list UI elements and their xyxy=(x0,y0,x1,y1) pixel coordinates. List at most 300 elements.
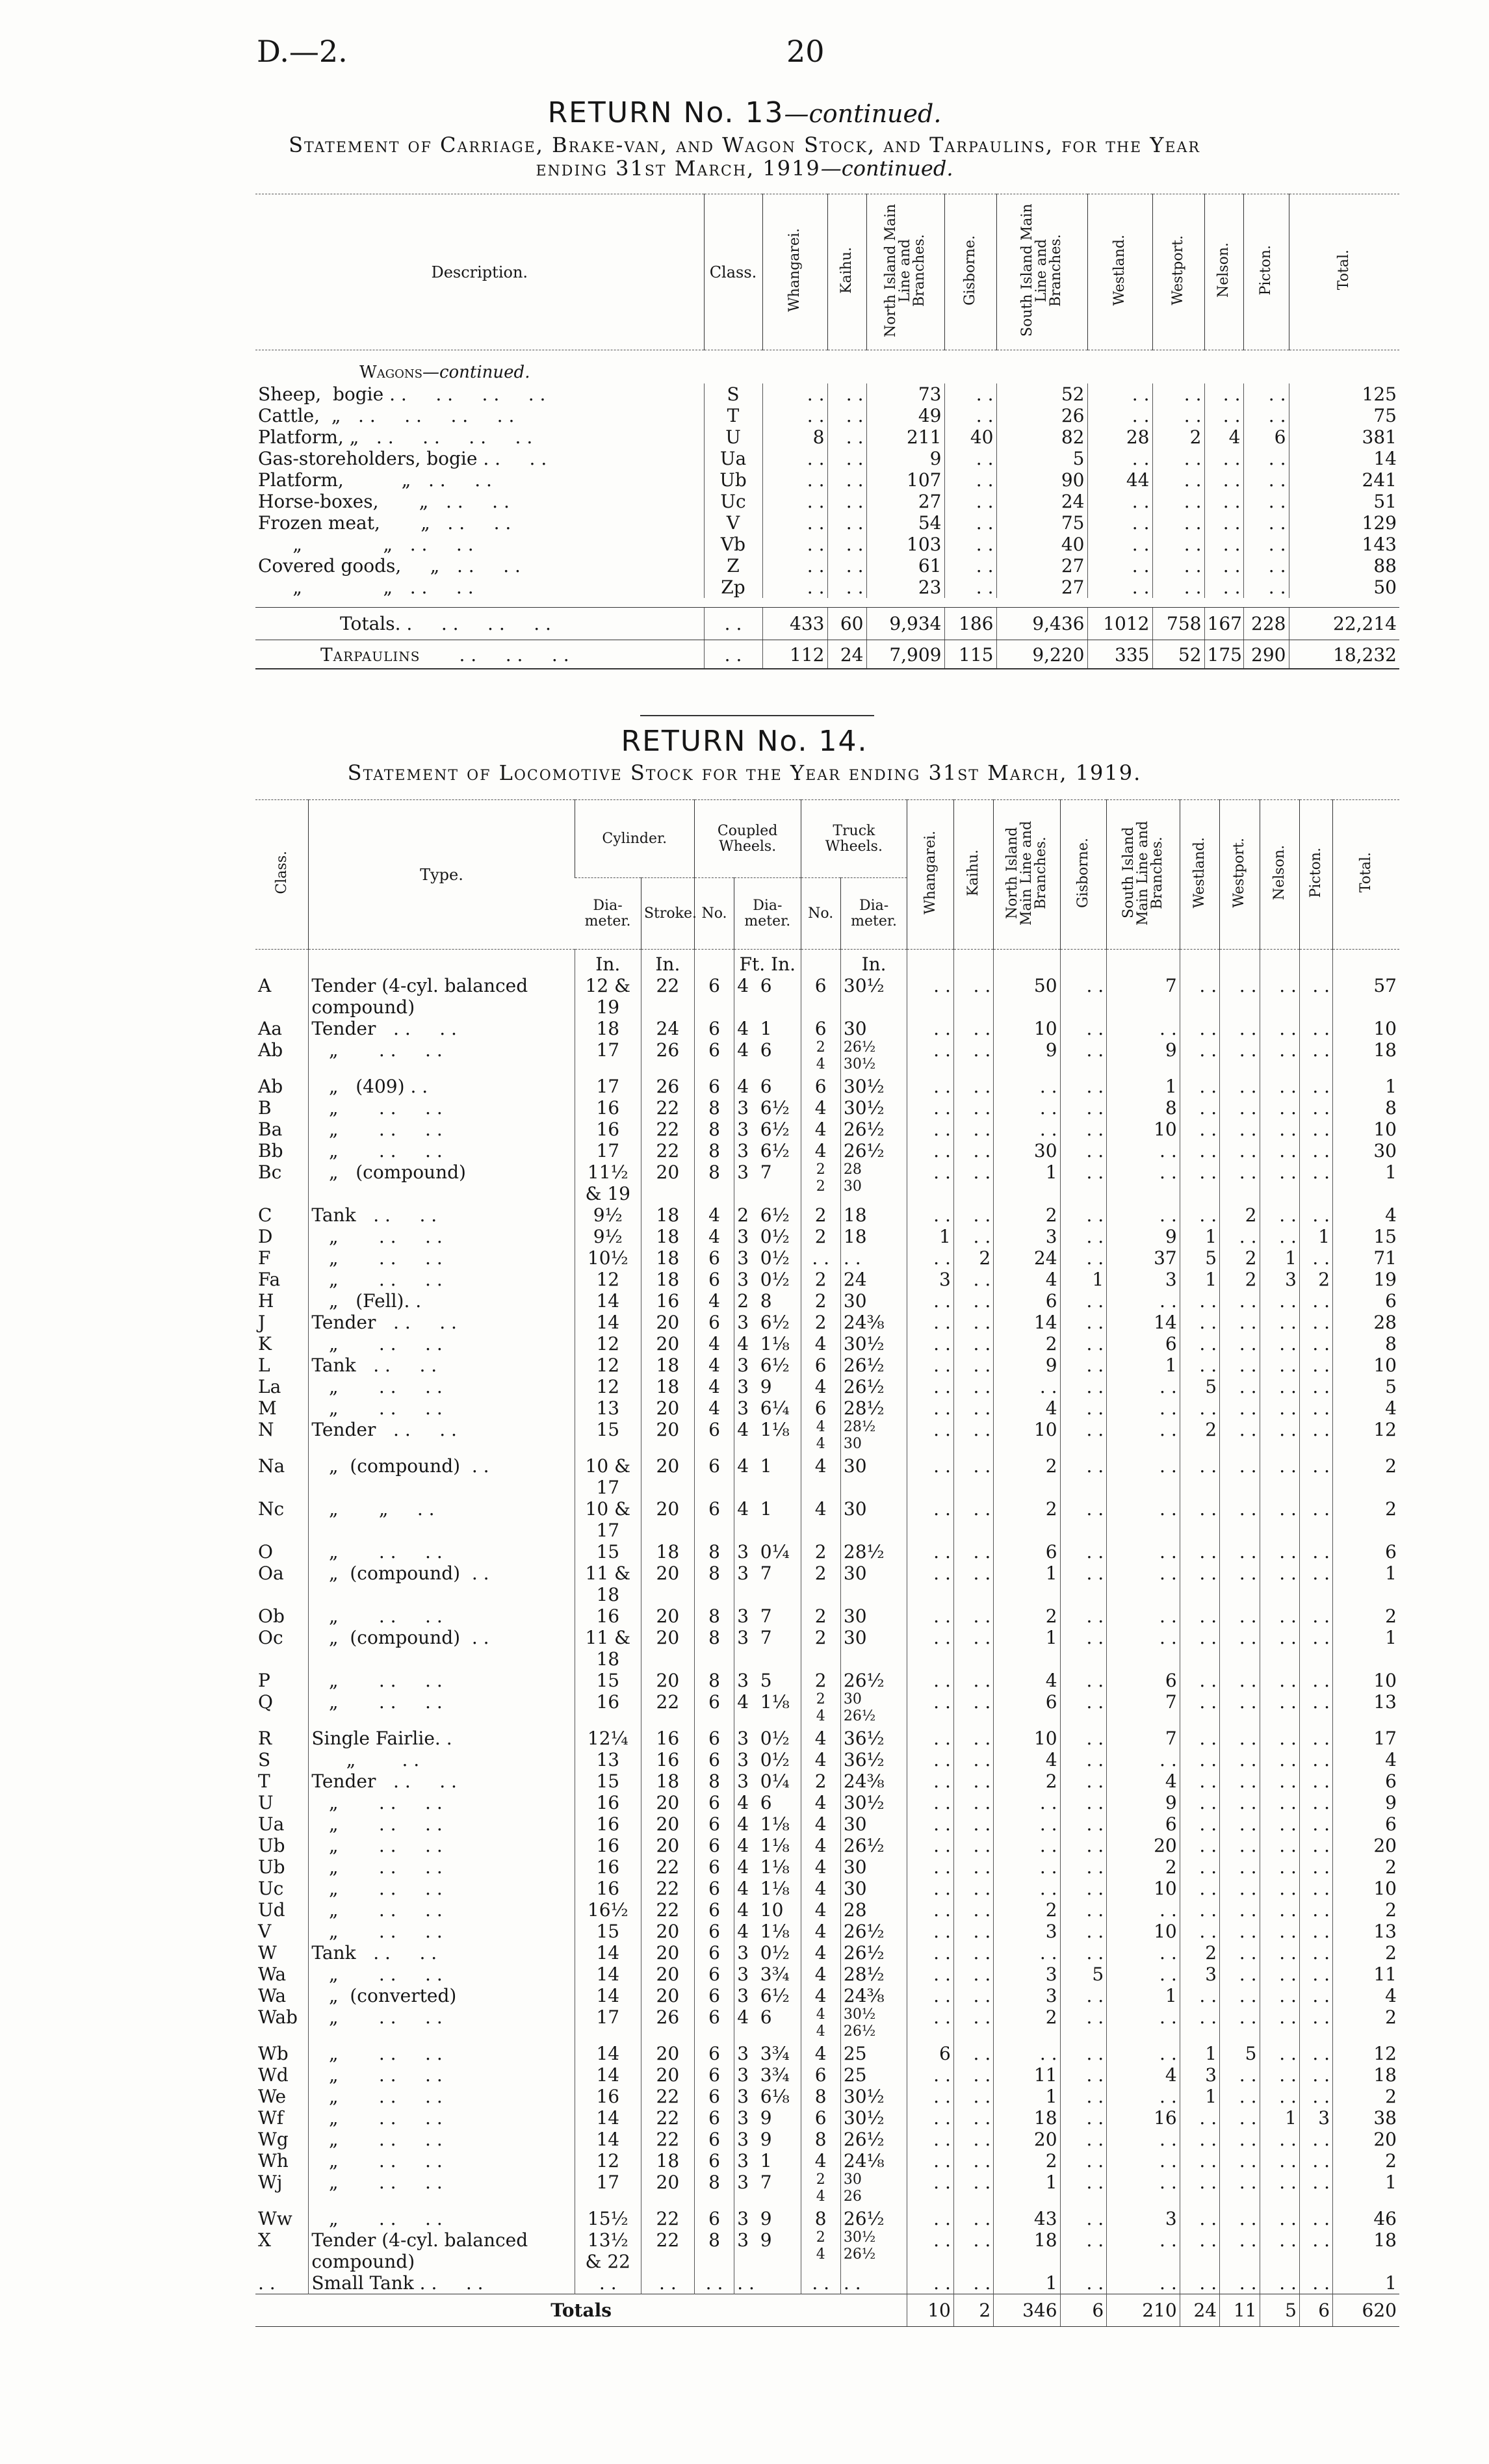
cell-value: . . xyxy=(1107,2272,1180,2294)
totals-row xyxy=(255,2294,1399,2327)
row-type: „ . . . . xyxy=(309,1813,575,1835)
cell-value: . . xyxy=(1180,1119,1219,1140)
truck-diameter: 28 xyxy=(840,1899,907,1921)
col-label: South Island Main Line and Branches. xyxy=(1019,203,1064,337)
row-description: Platform, „ . . . . xyxy=(258,469,492,491)
row-class: . . xyxy=(258,2272,276,2294)
coupled-diameter: 4 6 xyxy=(734,2006,801,2043)
cyl-diameter: 15 xyxy=(575,1541,641,1563)
cell-value: . . xyxy=(827,577,866,598)
col-truck-no: No. xyxy=(801,878,840,950)
row-type: „ . . . . xyxy=(309,1333,575,1355)
truck-no xyxy=(801,2006,840,2043)
cell-value: 11 xyxy=(1333,1964,1399,1985)
cell-value: . . xyxy=(1260,1964,1299,1985)
stacked-value: 2 xyxy=(816,1161,825,1178)
cyl-stroke: 26 xyxy=(641,1039,694,1076)
truck-diameter: 30 xyxy=(840,1563,907,1605)
coupled-diameter: 3 6½ xyxy=(734,1355,801,1376)
total-value: 6 xyxy=(1060,2294,1107,2327)
row-type: „ . . . . xyxy=(309,1605,575,1627)
cell-value: 12 xyxy=(1333,1419,1399,1455)
cell-value: 3 xyxy=(1299,2107,1332,2129)
cell-value: . . xyxy=(827,534,866,555)
cell-value: . . xyxy=(1299,1670,1332,1691)
cell-value: . . xyxy=(1260,1290,1299,1312)
table-row xyxy=(255,2172,1399,2208)
cyl-stroke: 20 xyxy=(641,1627,694,1670)
row-class: V xyxy=(704,512,762,534)
cell-value: 40 xyxy=(996,534,1087,555)
empty-cell xyxy=(1180,950,1219,976)
coupled-no: 8 xyxy=(694,1770,734,1792)
coupled-diameter: 3 0½ xyxy=(734,1269,801,1290)
cell-value: 4 xyxy=(1107,2064,1180,2086)
truck-diameter: 30 xyxy=(840,1878,907,1899)
table-row xyxy=(255,1397,1399,1419)
empty-cell xyxy=(1107,950,1180,976)
cell-value: 24 xyxy=(994,1247,1060,1269)
row-class: C xyxy=(258,1204,272,1226)
cell-value: . . xyxy=(1060,1627,1107,1670)
cyl-stroke: 18 xyxy=(641,1541,694,1563)
cell-value: 13 xyxy=(1333,1921,1399,1942)
cell-value: 1 xyxy=(907,1226,954,1247)
cell-value: 4 xyxy=(1333,1985,1399,2006)
stacked-value: 28 xyxy=(843,1161,862,1178)
cell-value: . . xyxy=(953,2229,993,2272)
return13-header-row xyxy=(255,194,1399,350)
cell-value: . . xyxy=(1299,1097,1332,1119)
truck-no: 4 xyxy=(801,1792,840,1813)
stacked-value: 2 xyxy=(816,1039,825,1056)
truck-diameter: 30 xyxy=(840,1627,907,1670)
cell-value: . . xyxy=(1220,1355,1260,1376)
cell-value: 2 xyxy=(994,1899,1060,1921)
truck-diameter: 30½ xyxy=(840,975,907,1018)
col-district-header xyxy=(1107,800,1180,950)
row-class: J xyxy=(258,1312,266,1333)
cyl-stroke: 20 xyxy=(641,2043,694,2064)
cell-value: . . xyxy=(907,1728,954,1749)
cell-value: . . xyxy=(1180,1563,1219,1605)
truck-no: 4 xyxy=(801,1964,840,1985)
table-row xyxy=(255,1039,1399,1076)
cell-value: 26 xyxy=(996,405,1087,426)
cell-value: 12 xyxy=(1333,2043,1399,2064)
truck-no: 4 xyxy=(801,2150,840,2172)
cell-value: 2 xyxy=(994,1605,1060,1627)
cell-value: 6 xyxy=(1333,1770,1399,1792)
cell-value: . . xyxy=(953,1204,993,1226)
cell-value: 1 xyxy=(1107,1355,1180,1376)
cell-value: . . xyxy=(1180,2107,1219,2129)
cell-value: 27 xyxy=(996,577,1087,598)
cell-value: . . xyxy=(953,1355,993,1376)
cell-value: 10 xyxy=(1107,1878,1180,1899)
cell-value: . . xyxy=(1220,1792,1260,1813)
coupled-no: 6 xyxy=(694,1269,734,1290)
cell-value: . . xyxy=(1220,1039,1260,1076)
cell-value: . . xyxy=(953,1921,993,1942)
cell-value: 2 xyxy=(994,2006,1060,2043)
cell-value: . . xyxy=(1107,1605,1180,1627)
cell-value: 1 xyxy=(994,2172,1060,2208)
cell-value: . . xyxy=(762,469,827,491)
coupled-no: 8 xyxy=(694,1541,734,1563)
coupled-diameter: 2 8 xyxy=(734,1290,801,1312)
cell-value: . . xyxy=(953,1835,993,1856)
cell-value: 71 xyxy=(1333,1247,1399,1269)
coupled-no: 8 xyxy=(694,1670,734,1691)
coupled-no: 4 xyxy=(694,1355,734,1376)
stacked-value: 4 xyxy=(816,1708,825,1724)
cell-value: 82 xyxy=(996,426,1087,448)
truck-diameter: 30 xyxy=(840,1813,907,1835)
cell-value: . . xyxy=(953,1749,993,1770)
row-class: L xyxy=(258,1355,270,1376)
cyl-diameter: 15 xyxy=(575,1670,641,1691)
cell-value: . . xyxy=(1060,1498,1107,1541)
cell-value: . . xyxy=(1180,2272,1219,2294)
cell-value: . . xyxy=(994,1878,1060,1899)
cell-value: . . xyxy=(907,1355,954,1376)
col-coupled-diameter: Dia-meter. xyxy=(734,878,801,950)
tarpaulins-dots: . . . . . . xyxy=(459,644,569,666)
cell-value: . . xyxy=(1260,2086,1299,2107)
cell-value: 11 xyxy=(994,2064,1060,2086)
table-row xyxy=(255,2150,1399,2172)
cell-value: . . xyxy=(953,1333,993,1355)
truck-no: 4 xyxy=(801,1140,840,1161)
cell-value: . . xyxy=(1243,512,1289,534)
cell-value: . . xyxy=(1060,2272,1107,2294)
cell-value: . . xyxy=(1180,1355,1219,1376)
cell-value: . . xyxy=(907,1312,954,1333)
cell-value: . . xyxy=(1180,1921,1219,1942)
cyl-stroke: 18 xyxy=(641,1226,694,1247)
col-label: Total. xyxy=(1336,250,1353,291)
return13-subtitle-line2: ending 31st March, 1919—continued. xyxy=(536,156,953,181)
table-row xyxy=(255,512,1399,534)
row-class: H xyxy=(258,1290,274,1312)
coupled-no: 6 xyxy=(694,1312,734,1333)
cell-value: . . xyxy=(1180,1835,1219,1856)
cell-value: 30 xyxy=(1333,1140,1399,1161)
cell-value: . . xyxy=(1299,1691,1332,1728)
cell-value: . . xyxy=(1243,469,1289,491)
coupled-diameter: 3 7 xyxy=(734,1627,801,1670)
cell-value: . . xyxy=(907,1813,954,1835)
truck-diameter xyxy=(840,2172,907,2208)
cell-value: . . xyxy=(1180,2006,1219,2043)
truck-diameter: 30½ xyxy=(840,1076,907,1097)
cell-value: . . xyxy=(1204,577,1243,598)
cyl-stroke: 22 xyxy=(641,2129,694,2150)
cell-value: . . xyxy=(907,2107,954,2129)
cell-value: . . xyxy=(1260,1541,1299,1563)
cell-value: . . xyxy=(1260,1627,1299,1670)
cell-value: . . xyxy=(953,2150,993,2172)
cell-value: . . xyxy=(1180,1813,1219,1835)
cell-value: . . xyxy=(953,2043,993,2064)
cyl-diameter: 14 xyxy=(575,2043,641,2064)
cell-value: . . xyxy=(1060,1119,1107,1140)
row-type: „ . . . . xyxy=(309,1269,575,1290)
cell-value: . . xyxy=(1220,1290,1260,1312)
cell-value: 3 xyxy=(994,1964,1060,1985)
cell-value: . . xyxy=(953,1455,993,1498)
cell-value: . . xyxy=(907,1455,954,1498)
truck-no: 4 xyxy=(801,1498,840,1541)
cell-value: 2 xyxy=(1220,1204,1260,1226)
cell-value: . . xyxy=(953,2107,993,2129)
cell-value: . . xyxy=(953,1140,993,1161)
cell-value: . . xyxy=(1299,1792,1332,1813)
coupled-diameter: 3 7 xyxy=(734,1605,801,1627)
cell-value: 241 xyxy=(1289,469,1399,491)
total-value: 1012 xyxy=(1087,608,1152,640)
truck-no: 4 xyxy=(801,1119,840,1140)
cell-value: . . xyxy=(1260,1691,1299,1728)
cell-value: . . xyxy=(953,1856,993,1878)
cell-value: 10 xyxy=(1107,1921,1180,1942)
coupled-diameter: 3 6⅛ xyxy=(734,2086,801,2107)
cell-value: . . xyxy=(1299,2150,1332,2172)
cyl-stroke: 18 xyxy=(641,1269,694,1290)
cell-value: 17 xyxy=(1333,1728,1399,1749)
table-row xyxy=(255,491,1399,512)
truck-diameter: 26½ xyxy=(840,2208,907,2229)
cyl-stroke: 20 xyxy=(641,1419,694,1455)
cell-value: . . xyxy=(1107,1397,1180,1419)
row-type: „ . . . . xyxy=(309,1247,575,1269)
coupled-no: 8 xyxy=(694,2229,734,2272)
row-type: „ . . . . xyxy=(309,2006,575,2043)
coupled-diameter: 4 6 xyxy=(734,1039,801,1076)
truck-no: 6 xyxy=(801,1355,840,1376)
cell-value: . . xyxy=(1220,1312,1260,1333)
col-label: Description. xyxy=(431,263,528,281)
cell-value: . . xyxy=(1220,2006,1260,2043)
cell-value: 2 xyxy=(994,1333,1060,1355)
cell-value: . . xyxy=(1243,448,1289,469)
cell-value: . . xyxy=(1060,1749,1107,1770)
table-row xyxy=(255,1835,1399,1856)
cell-value: . . xyxy=(953,1899,993,1921)
cell-value: . . xyxy=(1299,1247,1332,1269)
return14-table xyxy=(255,799,1399,2327)
row-class: Ub xyxy=(258,1835,285,1856)
cell-value: . . xyxy=(762,512,827,534)
cell-value: . . xyxy=(1180,2229,1219,2272)
cell-value: . . xyxy=(1180,975,1219,1018)
return14-title: RETURN No. 14. xyxy=(621,725,868,758)
cell-value: . . xyxy=(1060,2150,1107,2172)
cell-value: . . xyxy=(907,1670,954,1691)
cell-value: . . xyxy=(944,469,996,491)
coupled-no: 6 xyxy=(694,1964,734,1985)
cell-value: . . xyxy=(1299,975,1332,1018)
coupled-diameter: 2 6½ xyxy=(734,1204,801,1226)
row-type: „ . . . . xyxy=(309,1376,575,1397)
cell-value: . . xyxy=(944,555,996,577)
tarpaulin-value: 112 xyxy=(762,640,827,669)
table-row xyxy=(255,1921,1399,1942)
truck-no: 4 xyxy=(801,1921,840,1942)
coupled-diameter: 3 0½ xyxy=(734,1247,801,1269)
return14-body xyxy=(255,950,1399,2327)
cell-value: . . xyxy=(1260,1097,1299,1119)
cell-value: 1 xyxy=(994,2086,1060,2107)
cell-value: . . xyxy=(907,2172,954,2208)
cell-value: . . xyxy=(1060,1226,1107,1247)
coupled-no: 6 xyxy=(694,1691,734,1728)
cell-value: 8 xyxy=(1107,1097,1180,1119)
cell-value: 14 xyxy=(1289,448,1399,469)
cell-value: . . xyxy=(1107,1942,1180,1964)
cyl-diameter: 14 xyxy=(575,2107,641,2129)
cell-value: . . xyxy=(1260,1605,1299,1627)
cell-value: . . xyxy=(1220,1749,1260,1770)
cell-value: 9 xyxy=(1333,1792,1399,1813)
truck-no: 2 xyxy=(801,1226,840,1247)
cell-value: . . xyxy=(1260,1333,1299,1355)
cell-value: . . xyxy=(762,577,827,598)
cyl-stroke: 20 xyxy=(641,1985,694,2006)
cell-value: . . xyxy=(1107,2043,1180,2064)
cell-value: . . xyxy=(907,2150,954,2172)
cell-value: 10 xyxy=(1333,1670,1399,1691)
row-type: Tender (4-cyl. balanced compound) xyxy=(309,975,575,1018)
coupled-diameter: 3 0¼ xyxy=(734,1541,801,1563)
cell-value: 1 xyxy=(994,2272,1060,2294)
cyl-diameter: . . xyxy=(575,2272,641,2294)
col-truck-diameter: Dia-meter. xyxy=(840,878,907,950)
row-type: Tender . . . . xyxy=(309,1770,575,1792)
cyl-stroke: 22 xyxy=(641,1878,694,1899)
col-label: Class. xyxy=(273,851,290,894)
cell-value: 10 xyxy=(994,1728,1060,1749)
units-row xyxy=(255,950,1399,976)
cell-value: 20 xyxy=(1333,1835,1399,1856)
return14-header-row-1 xyxy=(255,800,1399,878)
cell-value: . . xyxy=(1060,1563,1107,1605)
cell-value: . . xyxy=(1180,1097,1219,1119)
row-class: Ww xyxy=(258,2208,292,2229)
cell-value: . . xyxy=(1299,2086,1332,2107)
row-type: „ . . . . xyxy=(309,1039,575,1076)
cell-value: 3 xyxy=(1180,2064,1219,2086)
row-class: U xyxy=(258,1792,274,1813)
coupled-diameter: 4 1⅛ xyxy=(734,1691,801,1728)
row-type: „ . . . . xyxy=(309,2150,575,2172)
row-description: Sheep, bogie . . . . . . . . xyxy=(258,383,546,405)
tarpaulin-value: 7,909 xyxy=(866,640,944,669)
truck-diameter: 26½ xyxy=(840,1355,907,1376)
cell-value: . . xyxy=(1107,1541,1180,1563)
truck-no: 6 xyxy=(801,975,840,1018)
cell-value: . . xyxy=(827,555,866,577)
cell-value: . . xyxy=(994,1376,1060,1397)
row-class: Ba xyxy=(258,1119,283,1140)
coupled-no: 6 xyxy=(694,2086,734,2107)
cell-value: . . xyxy=(1204,512,1243,534)
col-label: Gisborne. xyxy=(962,235,978,305)
cell-value: . . xyxy=(1060,2086,1107,2107)
cell-value: . . xyxy=(944,534,996,555)
truck-no: 2 xyxy=(801,1541,840,1563)
truck-diameter: 24⅜ xyxy=(840,1312,907,1333)
cell-value: . . xyxy=(1060,1161,1107,1204)
cell-value: . . xyxy=(1060,1728,1107,1749)
cell-value: . . xyxy=(953,1728,993,1749)
cyl-diameter: 15 xyxy=(575,1419,641,1455)
truck-diameter: 28½ xyxy=(840,1541,907,1563)
cell-value: 2 xyxy=(1299,1269,1332,1290)
cell-value: . . xyxy=(1299,1076,1332,1097)
cell-value: . . xyxy=(953,1605,993,1627)
cell-value: 43 xyxy=(994,2208,1060,2229)
col-label: Picton. xyxy=(1258,244,1274,296)
cell-value: 5 xyxy=(1220,2043,1260,2064)
total-value: 5 xyxy=(1260,2294,1299,2327)
cell-value: . . xyxy=(1299,1333,1332,1355)
table-row xyxy=(255,1333,1399,1355)
cell-value: . . xyxy=(1060,1333,1107,1355)
cell-value: 6 xyxy=(1107,1813,1180,1835)
table-row xyxy=(255,1605,1399,1627)
row-class: U xyxy=(704,426,762,448)
cell-value: 6 xyxy=(1243,426,1289,448)
col-cylinder-header: Cylinder. xyxy=(575,800,694,878)
cell-value: . . xyxy=(1260,1813,1299,1835)
row-description: Cattle, „ . . . . . . . . xyxy=(258,405,515,426)
cyl-diameter: 16 xyxy=(575,1856,641,1878)
coupled-no: 8 xyxy=(694,1097,734,1119)
cell-value: . . xyxy=(1180,2208,1219,2229)
cell-value: . . xyxy=(1220,2272,1260,2294)
coupled-diameter: 3 3¾ xyxy=(734,1964,801,1985)
cell-value: . . xyxy=(1299,2172,1332,2208)
cell-value: . . xyxy=(1299,1397,1332,1419)
cell-value: 9 xyxy=(866,448,944,469)
cell-value: . . xyxy=(1260,1670,1299,1691)
cell-value: . . xyxy=(994,1835,1060,1856)
cell-value: . . xyxy=(1220,2064,1260,2086)
cell-value: . . xyxy=(907,1856,954,1878)
truck-no: 8 xyxy=(801,2129,840,2150)
total-value: 620 xyxy=(1333,2294,1399,2327)
cell-value: . . xyxy=(1152,383,1204,405)
truck-diameter: 24⅜ xyxy=(840,1985,907,2006)
cell-value: . . xyxy=(1060,2208,1107,2229)
cell-value: . . xyxy=(944,383,996,405)
truck-no: . . xyxy=(801,1247,840,1269)
cell-value: . . xyxy=(1060,2129,1107,2150)
cell-value: . . xyxy=(1299,1605,1332,1627)
col-label: Nelson. xyxy=(1271,844,1288,900)
cell-value: 1 xyxy=(1107,1076,1180,1097)
unit-label: In. xyxy=(575,950,641,976)
cell-value: . . xyxy=(1180,1290,1219,1312)
cell-value: 2 xyxy=(994,1455,1060,1498)
truck-diameter: 30½ xyxy=(840,2086,907,2107)
stacked-value: 26½ xyxy=(843,2023,876,2040)
empty-cell xyxy=(1220,950,1260,976)
cell-value: . . xyxy=(1060,1605,1107,1627)
row-class: Uc xyxy=(704,491,762,512)
